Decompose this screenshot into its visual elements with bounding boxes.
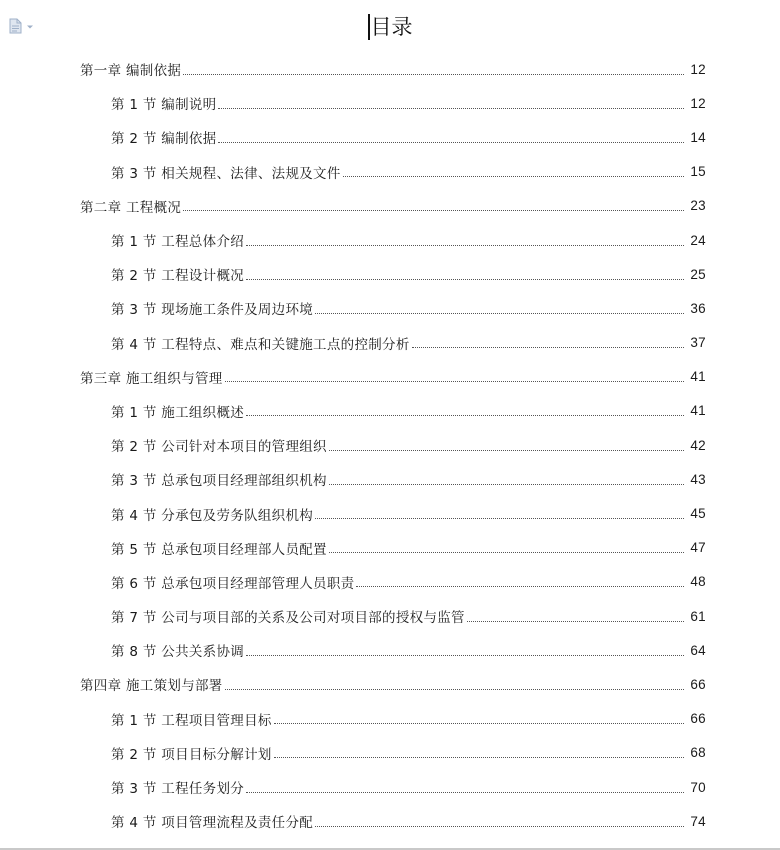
toc-entry-label: 第 3 节 现场施工条件及周边环境 (111, 302, 314, 319)
toc-entry-label: 第 4 节 项目管理流程及责任分配 (111, 815, 314, 832)
dot-leader (329, 552, 684, 553)
toc-section-entry[interactable] (0, 394, 780, 428)
dot-leader (356, 586, 684, 587)
toc-section-entry[interactable] (0, 702, 780, 736)
toc-entry-label: 第 1 节 编制说明 (111, 97, 217, 114)
toc-section-entry[interactable] (0, 428, 780, 462)
toc-chapter-entry[interactable] (0, 189, 780, 223)
toc-page-number: 12 (690, 95, 706, 111)
toc-page-number: 61 (690, 608, 706, 624)
dot-leader (183, 210, 684, 211)
dot-leader (246, 245, 684, 246)
toc-page-number: 43 (690, 471, 706, 487)
toc-page-number: 47 (690, 540, 706, 556)
toc-page-number: 66 (690, 711, 706, 727)
toc-page-number: 70 (690, 779, 706, 795)
toc-entry-label: 第 5 节 总承包项目经理部人员配置 (111, 541, 327, 558)
toc-section-entry[interactable] (0, 770, 780, 804)
toc-page-number: 42 (690, 437, 706, 453)
toc-page-number: 36 (690, 300, 706, 316)
text-cursor (368, 14, 370, 40)
toc-page-number: 14 (690, 129, 706, 145)
toc-section-entry[interactable] (0, 804, 780, 838)
toc-page-number: 12 (690, 61, 706, 77)
toc-entry-label: 第 1 节 施工组织概述 (111, 404, 245, 421)
toc-section-entry[interactable] (0, 291, 780, 325)
toc-entry-label: 第 3 节 相关规程、法律、法规及文件 (111, 165, 341, 182)
toc-section-entry[interactable] (0, 599, 780, 633)
toc-entry-label: 第 2 节 编制依据 (111, 131, 217, 148)
toc-page-number: 37 (690, 335, 706, 351)
dot-leader (315, 313, 684, 314)
dot-leader (218, 142, 684, 143)
toc-page-number: 74 (690, 813, 706, 829)
toc-entry-label: 第 1 节 工程项目管理目标 (111, 712, 272, 729)
toc-page-number: 41 (690, 403, 706, 419)
toc-page-number: 15 (690, 164, 706, 180)
toc-section-entry[interactable] (0, 257, 780, 291)
toc-entry-label: 第 2 节 工程设计概况 (111, 268, 245, 285)
dot-leader (329, 450, 684, 451)
dot-leader (412, 347, 684, 348)
dot-leader (274, 757, 684, 758)
dot-leader (246, 415, 684, 416)
toc-section-entry[interactable] (0, 120, 780, 154)
toc-section-entry[interactable] (0, 86, 780, 120)
toc-page-number: 68 (690, 745, 706, 761)
toc-section-entry[interactable] (0, 531, 780, 565)
dot-leader (225, 381, 684, 382)
toc-entry-label: 第四章 施工策划与部署 (80, 678, 223, 695)
dot-leader (246, 655, 684, 656)
dot-leader (315, 518, 684, 519)
toc-entry-label: 第 4 节 工程特点、难点和关键施工点的控制分析 (111, 336, 410, 353)
dot-leader (329, 484, 684, 485)
toc-entry-label: 第 7 节 公司与项目部的关系及公司对项目部的授权与监管 (111, 610, 465, 627)
toc-entry-label: 第 4 节 分承包及劳务队组织机构 (111, 507, 314, 524)
toc-entry-label: 第一章 编制依据 (80, 63, 182, 80)
toc-chapter-entry[interactable] (0, 52, 780, 86)
dot-leader (274, 723, 684, 724)
toc-entry-label: 第 2 节 公司针对本项目的管理组织 (111, 439, 327, 456)
dot-leader (183, 74, 684, 75)
page-title-text: 目录 (370, 15, 413, 39)
toc-entry-label: 第 1 节 工程总体介绍 (111, 234, 245, 251)
toc-entry-label: 第 3 节 工程任务划分 (111, 781, 245, 798)
toc-entry-label: 第 3 节 总承包项目经理部组织机构 (111, 473, 327, 490)
dot-leader (225, 689, 684, 690)
toc-entry-label: 第 6 节 总承包项目经理部管理人员职责 (111, 575, 355, 592)
dot-leader (343, 176, 684, 177)
page-title[interactable] (368, 12, 413, 42)
dot-leader (467, 621, 684, 622)
toc-page-number: 45 (690, 506, 706, 522)
dot-leader (246, 279, 684, 280)
dot-leader (218, 108, 684, 109)
title-area (0, 12, 780, 42)
toc-entry-label: 第 8 节 公共关系协调 (111, 644, 245, 661)
toc-chapter-entry[interactable] (0, 360, 780, 394)
toc-page-number: 64 (690, 642, 706, 658)
toc-entry-label: 第二章 工程概况 (80, 199, 182, 216)
toc-section-entry[interactable] (0, 223, 780, 257)
toc-section-entry[interactable] (0, 565, 780, 599)
dot-leader (315, 826, 684, 827)
toc-entry-label: 第 2 节 项目目标分解计划 (111, 746, 272, 763)
toc-page-number: 41 (690, 369, 706, 385)
toc-page-number: 66 (690, 676, 706, 692)
toc-section-entry[interactable] (0, 496, 780, 530)
toc-section-entry[interactable] (0, 155, 780, 189)
toc-section-entry[interactable] (0, 326, 780, 360)
toc-section-entry[interactable] (0, 462, 780, 496)
toc-entry-label: 第三章 施工组织与管理 (80, 370, 223, 387)
toc-page-number: 48 (690, 574, 706, 590)
toc-section-entry[interactable] (0, 633, 780, 667)
toc-page-number: 23 (690, 198, 706, 214)
toc-section-entry[interactable] (0, 736, 780, 770)
toc-page-number: 24 (690, 232, 706, 248)
toc-page-number: 25 (690, 266, 706, 282)
dot-leader (246, 792, 684, 793)
toc-chapter-entry[interactable] (0, 667, 780, 701)
table-of-contents (0, 52, 780, 838)
